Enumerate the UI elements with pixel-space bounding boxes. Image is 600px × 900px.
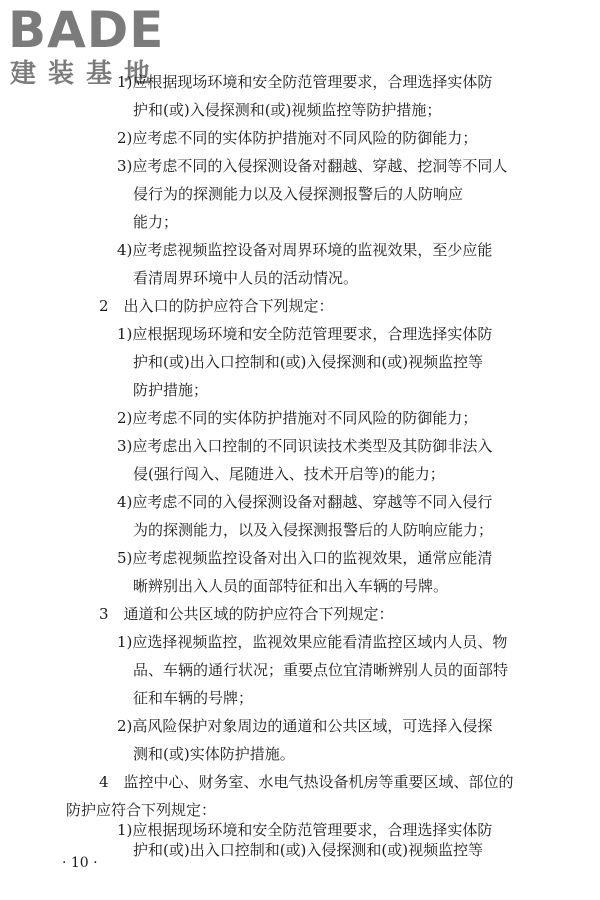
logo-tagline: 建装基地 [10,59,163,89]
text-line: 能力； [133,213,179,231]
text-line: 1)应根据现场环境和安全防范管理要求，合理选择实体防 [117,821,493,839]
section-heading: 4 监控中心、财务室、水电气热设备机房等重要区域、部位的 [99,773,514,791]
text-line: 4)应考虑不同的入侵探测设备对翻越、穿越等不同入侵行 [117,493,493,511]
page-number: · 10 · [62,855,98,871]
text-line: 2)应考虑不同的实体防护措施对不同风险的防御能力； [117,409,478,427]
text-line: 护和(或)出入口控制和(或)入侵探测和(或)视频监控等 [133,353,484,371]
logo-brand-text: BADE [8,1,165,59]
text-line: 护和(或)出入口控制和(或)入侵探测和(或)视频监控等 [133,841,484,859]
text-line: 侵行为的探测能力以及入侵探测报警后的人防响应 [133,185,464,203]
text-line: 1)应选择视频监控，监视效果应能看清监控区域内人员、物 [117,633,508,651]
text-line: 2)应考虑不同的实体防护措施对不同风险的防御能力； [117,129,478,147]
text-line: 晰辨别出入人员的面部特征和出入车辆的号牌。 [133,577,449,595]
section-heading: 3 通道和公共区域的防护应符合下列规定： [99,605,394,623]
text-line: 防护应符合下列规定： [66,801,217,819]
text-line: 5)应考虑视频监控设备对出入口的监视效果，通常应能清 [117,549,493,567]
text-line: 护和(或)入侵探测和(或)视频监控等防护措施； [133,101,442,119]
text-line: 1)应根据现场环境和安全防范管理要求，合理选择实体防 [117,73,493,91]
text-line: 3)应考虑出入口控制的不同识读技术类型及其防御非法入 [117,437,493,455]
text-line: 1)应根据现场环境和安全防范管理要求，合理选择实体防 [117,325,493,343]
text-line: 品、车辆的通行状况；重要点位宜清晰辨别人员的面部特 [133,661,509,679]
text-line: 为的探测能力，以及入侵探测报警后的人防响应能力； [133,521,494,539]
text-line: 3)应考虑不同的入侵探测设备对翻越、穿越、挖洞等不同人 [117,157,508,175]
text-line: 防护措施； [133,381,209,399]
text-line: 2)高风险保护对象周边的通道和公共区域，可选择入侵探 [117,717,493,735]
text-line: 侵(强行闯入、尾随进入、技术开启等)的能力； [133,465,445,483]
text-line: 看清周界环境中人员的活动情况。 [133,269,359,287]
text-line: 测和(或)实体防护措施。 [133,745,295,763]
text-line: 征和车辆的号牌； [133,689,254,707]
text-line: 4)应考虑视频监控设备对周界环境的监视效果，至少应能 [117,241,493,259]
section-heading: 2 出入口的防护应符合下列规定： [99,297,334,315]
